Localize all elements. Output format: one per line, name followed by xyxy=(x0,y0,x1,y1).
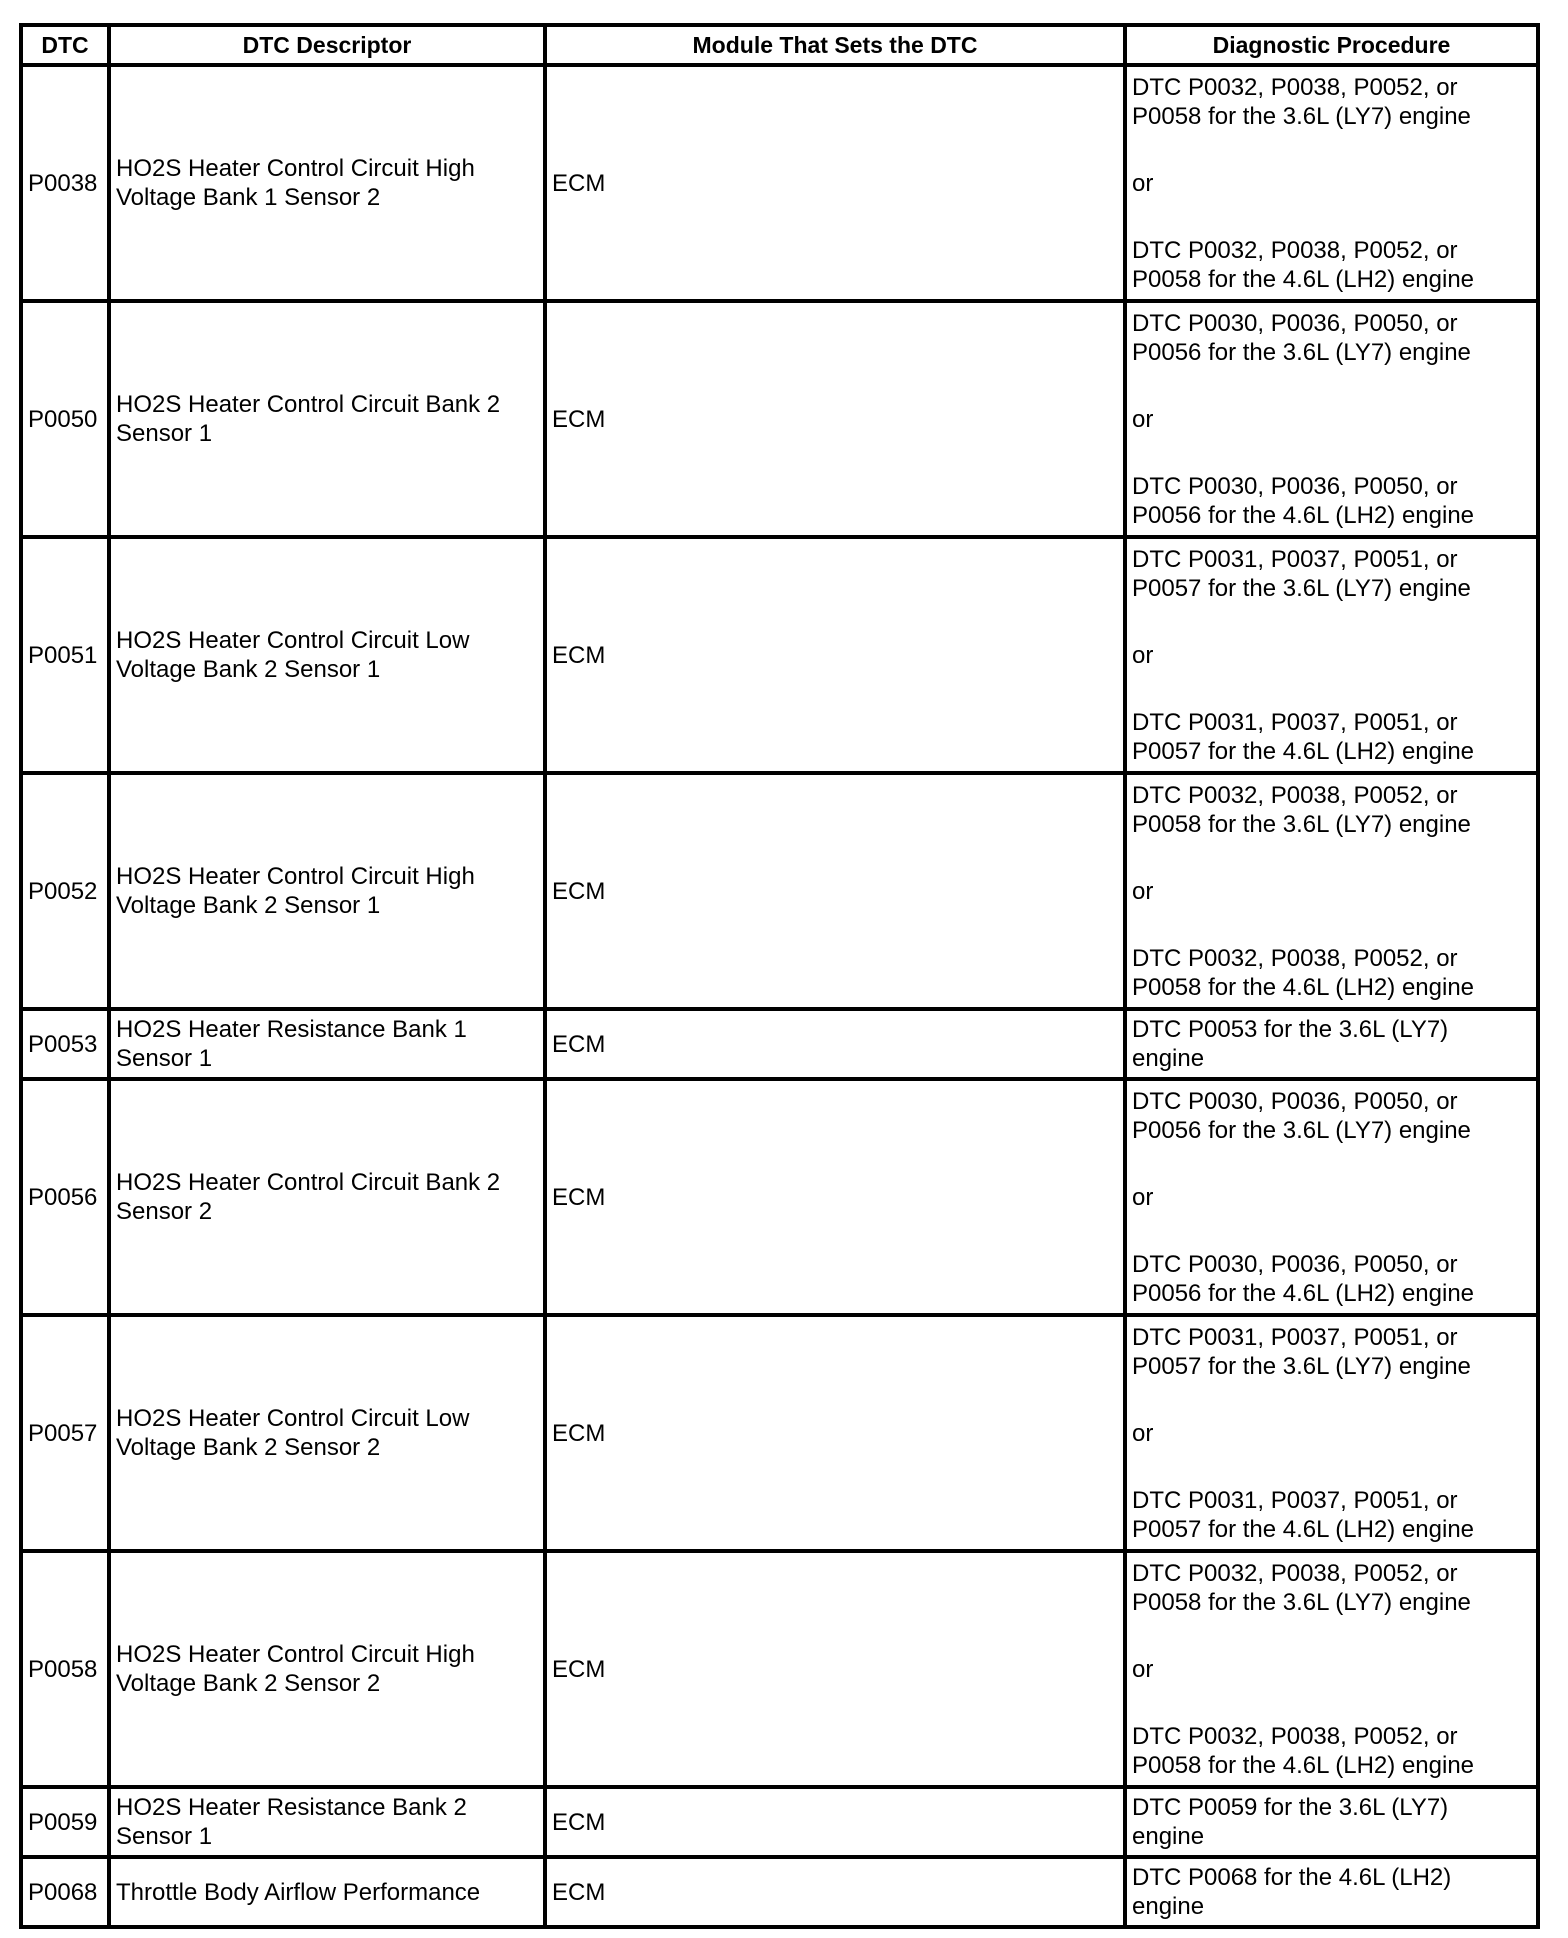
table-row xyxy=(21,537,1538,773)
diagnostic-procedure xyxy=(1125,537,1538,773)
table-body xyxy=(21,65,1538,1927)
procedure-line: DTC P0030, P0036, P0050, or xyxy=(1132,309,1458,337)
table-row xyxy=(21,1079,1538,1315)
descriptor-line: Voltage Bank 1 Sensor 2 xyxy=(116,184,381,211)
procedure-or: or xyxy=(1132,1655,1154,1683)
procedure-or: or xyxy=(1132,169,1154,197)
diagnostic-procedure xyxy=(1125,773,1538,1009)
descriptor-line: HO2S Heater Control Circuit Bank 2 xyxy=(116,391,501,418)
descriptor-line: HO2S Heater Control Circuit Low xyxy=(116,627,470,654)
descriptor-line: Voltage Bank 2 Sensor 2 xyxy=(116,1434,381,1461)
procedure-line: DTC P0032, P0038, P0052, or xyxy=(1132,944,1458,972)
procedure-line: DTC P0030, P0036, P0050, or xyxy=(1132,1087,1458,1115)
table-row xyxy=(21,65,1538,301)
descriptor-line: Sensor 2 xyxy=(116,1198,213,1225)
diagnostic-procedure xyxy=(1125,1787,1538,1857)
header-descriptor: DTC Descriptor xyxy=(109,25,545,65)
procedure-line: P0058 for the 3.6L (LY7) engine xyxy=(1132,810,1471,838)
descriptor-line: Sensor 1 xyxy=(116,420,213,447)
descriptor-line: HO2S Heater Resistance Bank 2 xyxy=(116,1794,467,1821)
dtc-module: ECM xyxy=(545,301,1125,537)
descriptor-line: Throttle Body Airflow Performance xyxy=(116,1878,481,1906)
procedure-line: DTC P0032, P0038, P0052, or xyxy=(1132,236,1458,264)
procedure-line: P0056 for the 3.6L (LY7) engine xyxy=(1132,1116,1471,1144)
table-row xyxy=(21,1787,1538,1857)
procedure-or: or xyxy=(1132,877,1154,905)
dtc-code: P0056 xyxy=(21,1079,109,1315)
procedure-line: DTC P0059 for the 3.6L (LY7) xyxy=(1132,1794,1449,1821)
dtc-descriptor xyxy=(109,773,545,1009)
procedure-line: DTC P0031, P0037, P0051, or xyxy=(1132,708,1458,736)
dtc-code: P0057 xyxy=(21,1315,109,1551)
procedure-line: DTC P0032, P0038, P0052, or xyxy=(1132,1722,1458,1750)
descriptor-line: Sensor 1 xyxy=(116,1823,213,1850)
dtc-code: P0051 xyxy=(21,537,109,773)
dtc-code: P0050 xyxy=(21,301,109,537)
procedure-line: P0056 for the 4.6L (LH2) engine xyxy=(1132,1279,1475,1307)
dtc-descriptor xyxy=(109,1551,545,1787)
dtc-descriptor xyxy=(109,65,545,301)
procedure-or: or xyxy=(1132,1419,1154,1447)
descriptor-line: HO2S Heater Control Circuit Bank 2 xyxy=(116,1169,501,1196)
header-module: Module That Sets the DTC xyxy=(545,25,1125,65)
dtc-descriptor xyxy=(109,1079,545,1315)
dtc-code: P0052 xyxy=(21,773,109,1009)
table-row xyxy=(21,301,1538,537)
dtc-module: ECM xyxy=(545,1079,1125,1315)
diagnostic-procedure xyxy=(1125,1857,1538,1927)
procedure-line: P0058 for the 3.6L (LY7) engine xyxy=(1132,1588,1471,1616)
procedure-line: P0057 for the 4.6L (LH2) engine xyxy=(1132,737,1475,765)
dtc-descriptor xyxy=(109,301,545,537)
procedure-line: engine xyxy=(1132,1893,1205,1920)
diagnostic-procedure xyxy=(1125,301,1538,537)
dtc-code: P0058 xyxy=(21,1551,109,1787)
dtc-code: P0059 xyxy=(21,1787,109,1857)
dtc-module: ECM xyxy=(545,1009,1125,1079)
procedure-line: DTC P0031, P0037, P0051, or xyxy=(1132,1486,1458,1514)
procedure-line: DTC P0032, P0038, P0052, or xyxy=(1132,781,1458,809)
dtc-code: P0038 xyxy=(21,65,109,301)
dtc-descriptor xyxy=(109,1787,545,1857)
procedure-line: engine xyxy=(1132,1823,1205,1850)
dtc-code: P0053 xyxy=(21,1009,109,1079)
descriptor-line: HO2S Heater Control Circuit High xyxy=(116,155,475,182)
dtc-module: ECM xyxy=(545,1787,1125,1857)
dtc-module: ECM xyxy=(545,537,1125,773)
table-row xyxy=(21,1315,1538,1551)
procedure-line: DTC P0030, P0036, P0050, or xyxy=(1132,1250,1458,1278)
procedure-line: engine xyxy=(1132,1045,1205,1072)
dtc-descriptor xyxy=(109,537,545,773)
procedure-or: or xyxy=(1132,1183,1154,1211)
dtc-descriptor xyxy=(109,1857,545,1927)
dtc-descriptor xyxy=(109,1315,545,1551)
dtc-descriptor xyxy=(109,1009,545,1079)
procedure-line: P0058 for the 4.6L (LH2) engine xyxy=(1132,265,1475,293)
diagnostic-procedure xyxy=(1125,1079,1538,1315)
table-row xyxy=(21,1009,1538,1079)
diagnostic-procedure xyxy=(1125,1551,1538,1787)
procedure-line: DTC P0032, P0038, P0052, or xyxy=(1132,73,1458,101)
descriptor-line: Voltage Bank 2 Sensor 1 xyxy=(116,892,381,919)
descriptor-line: Sensor 1 xyxy=(116,1045,213,1072)
dtc-module: ECM xyxy=(545,1857,1125,1927)
procedure-line: DTC P0053 for the 3.6L (LY7) xyxy=(1132,1016,1449,1043)
table-row xyxy=(21,1857,1538,1927)
procedure-line: P0058 for the 3.6L (LY7) engine xyxy=(1132,102,1471,130)
header-procedure: Diagnostic Procedure xyxy=(1125,25,1538,65)
descriptor-line: Voltage Bank 2 Sensor 1 xyxy=(116,656,381,683)
dtc-code: P0068 xyxy=(21,1857,109,1927)
procedure-line: P0057 for the 3.6L (LY7) engine xyxy=(1132,1352,1471,1380)
dtc-module: ECM xyxy=(545,65,1125,301)
descriptor-line: Voltage Bank 2 Sensor 2 xyxy=(116,1670,381,1697)
header-row xyxy=(21,25,1538,65)
dtc-module: ECM xyxy=(545,1315,1125,1551)
procedure-line: P0058 for the 4.6L (LH2) engine xyxy=(1132,973,1475,1001)
table-row xyxy=(21,773,1538,1009)
procedure-line: P0056 for the 4.6L (LH2) engine xyxy=(1132,501,1475,529)
procedure-or: or xyxy=(1132,405,1154,433)
diagnostic-procedure xyxy=(1125,1009,1538,1079)
descriptor-line: HO2S Heater Control Circuit High xyxy=(116,863,475,890)
procedure-line: DTC P0030, P0036, P0050, or xyxy=(1132,472,1458,500)
descriptor-line: HO2S Heater Resistance Bank 1 xyxy=(116,1016,467,1043)
diagnostic-procedure xyxy=(1125,65,1538,301)
header-dtc: DTC xyxy=(21,25,109,65)
procedure-line: P0057 for the 4.6L (LH2) engine xyxy=(1132,1515,1475,1543)
procedure-line: P0057 for the 3.6L (LY7) engine xyxy=(1132,574,1471,602)
dtc-module: ECM xyxy=(545,773,1125,1009)
dtc-table xyxy=(19,23,1540,1929)
procedure-or: or xyxy=(1132,641,1154,669)
descriptor-line: HO2S Heater Control Circuit Low xyxy=(116,1405,470,1432)
diagnostic-procedure xyxy=(1125,1315,1538,1551)
procedure-line: DTC P0031, P0037, P0051, or xyxy=(1132,545,1458,573)
table-row xyxy=(21,1551,1538,1787)
procedure-line: P0058 for the 4.6L (LH2) engine xyxy=(1132,1751,1475,1779)
procedure-line: DTC P0032, P0038, P0052, or xyxy=(1132,1559,1458,1587)
procedure-line: P0056 for the 3.6L (LY7) engine xyxy=(1132,338,1471,366)
procedure-line: DTC P0031, P0037, P0051, or xyxy=(1132,1323,1458,1351)
procedure-line: DTC P0068 for the 4.6L (LH2) xyxy=(1132,1864,1452,1891)
dtc-module: ECM xyxy=(545,1551,1125,1787)
descriptor-line: HO2S Heater Control Circuit High xyxy=(116,1641,475,1668)
